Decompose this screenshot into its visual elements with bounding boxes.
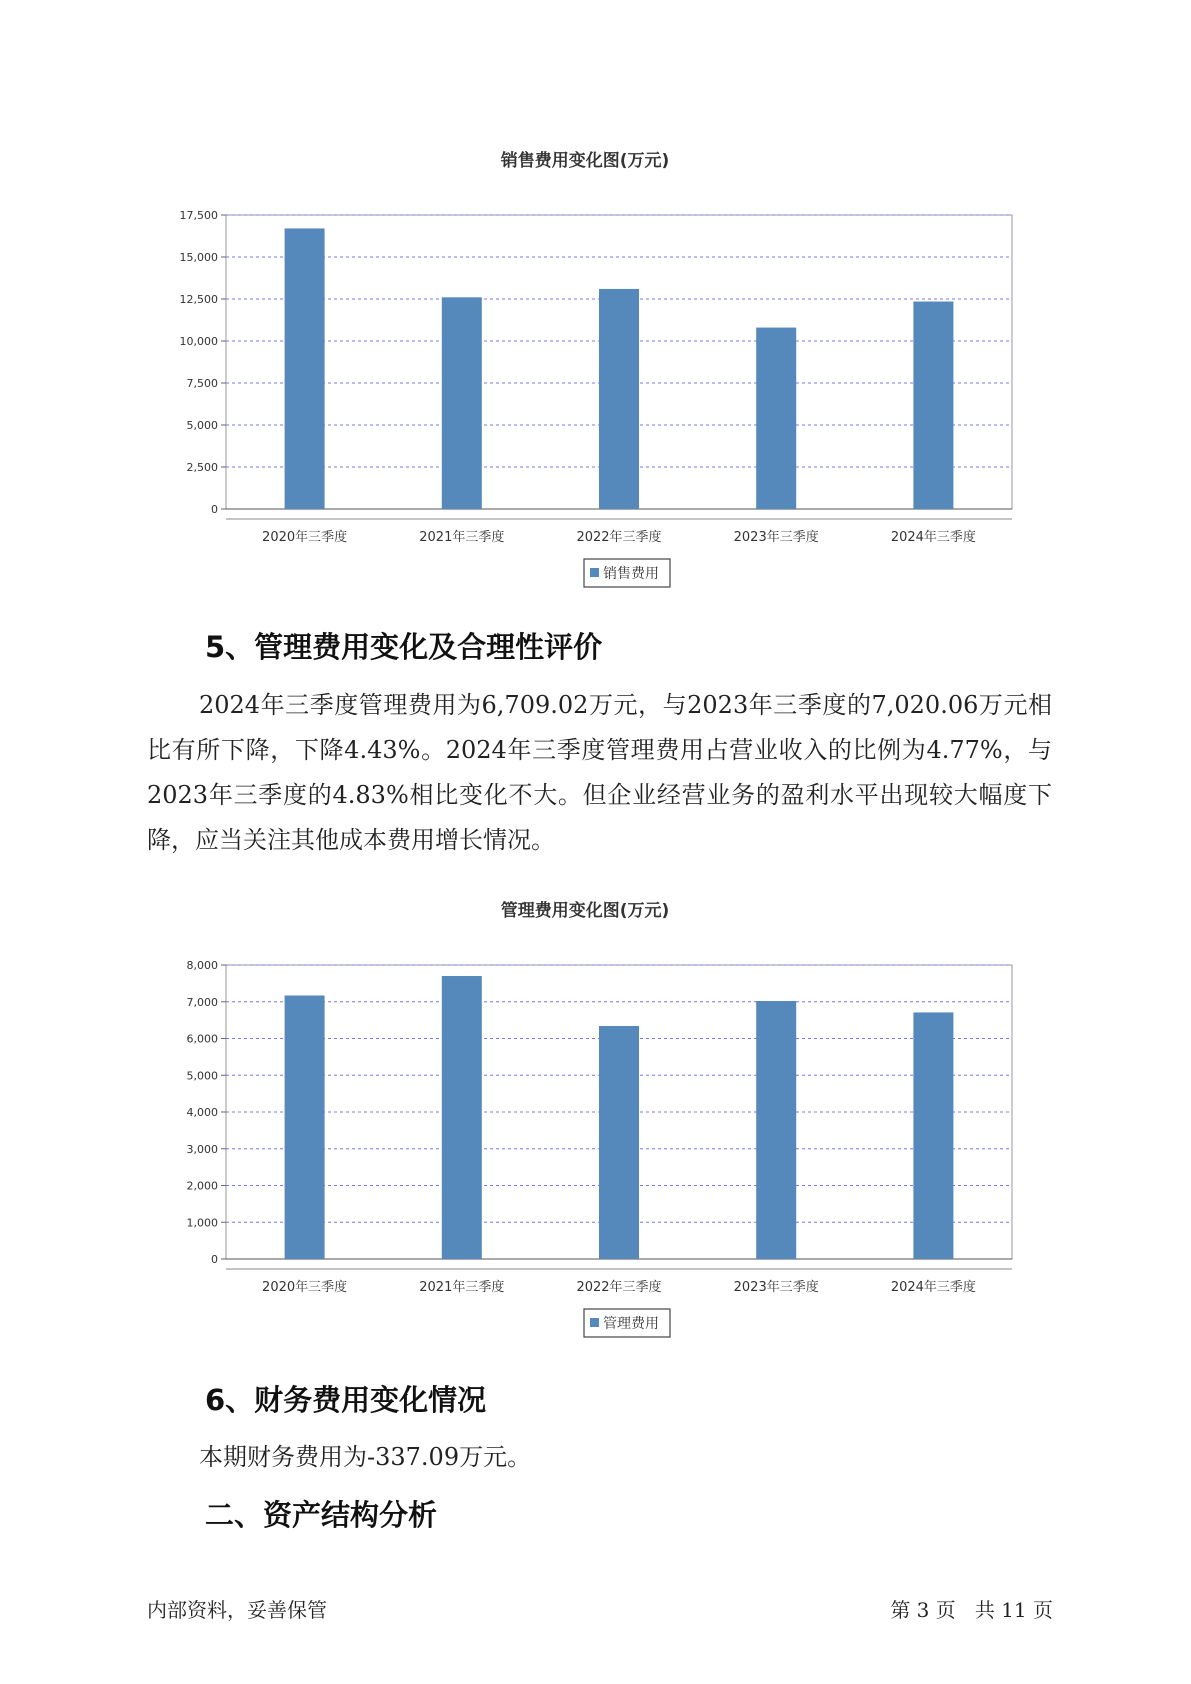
x-tick-label: 2024年三季度	[890, 1280, 976, 1295]
bar	[285, 996, 325, 1259]
section-6-paragraph	[147, 1435, 1052, 1480]
x-tick-label: 2023年三季度	[733, 530, 819, 545]
legend-label: 管理费用	[603, 1316, 659, 1332]
section-heading-two: 二、资产结构分析	[205, 1498, 438, 1532]
x-tick-label: 2022年三季度	[576, 530, 662, 545]
section-5-text: 2024年三季度管理费用为6,709.02万元，与2023年三季度的7,020.06万元相比有所下降，下降4.43%。2024年三季度管理费用占营业收入的比例为4.77%，与2023年三季度的4.83%相比变化不大。但企业经营业务的盈利水平出现较大幅度下降，应当关注其他成本费用增长情况。	[147, 691, 1052, 854]
legend-label: 销售费用	[603, 566, 659, 582]
sales-expense-chart-plot	[150, 179, 1020, 609]
section-heading-6: 6、财务费用变化情况	[205, 1383, 487, 1417]
bar	[913, 1012, 953, 1259]
chart-title: 管理费用变化图(万元)	[500, 901, 670, 921]
y-tick-label: 5,000	[186, 419, 218, 432]
x-tick-label: 2023年三季度	[733, 1280, 819, 1295]
bar	[756, 328, 796, 509]
legend-swatch	[590, 1318, 599, 1327]
sales-expense-chart	[150, 146, 1020, 609]
bar	[442, 297, 482, 509]
y-tick-label: 1,000	[186, 1216, 218, 1230]
x-tick-label: 2022年三季度	[576, 1280, 662, 1295]
y-tick-label: 4,000	[186, 1106, 218, 1119]
x-tick-label: 2021年三季度	[419, 530, 505, 545]
y-tick-label: 0	[211, 1253, 218, 1266]
y-tick-label: 15,000	[179, 251, 218, 264]
y-tick-label: 3,000	[186, 1142, 218, 1156]
section-5-paragraph	[147, 683, 1052, 863]
chart-title: 销售费用变化图(万元)	[500, 151, 670, 171]
y-tick-label: 7,000	[186, 995, 218, 1009]
y-tick-label: 0	[211, 503, 218, 516]
legend-swatch	[590, 568, 599, 577]
x-tick-label: 2020年三季度	[262, 1280, 348, 1295]
y-tick-label: 12,500	[179, 293, 218, 306]
admin-expense-chart-plot	[150, 929, 1020, 1359]
x-tick-label: 2024年三季度	[890, 530, 976, 545]
bar	[285, 228, 325, 509]
x-tick-label: 2021年三季度	[419, 1280, 505, 1295]
y-tick-label: 6,000	[186, 1032, 218, 1046]
page-number: 第 3 页 共 11 页	[890, 1598, 1053, 1622]
y-tick-label: 8,000	[186, 959, 218, 972]
bar	[599, 1026, 639, 1259]
section-6-text: 本期财务费用为-337.09万元。	[199, 1443, 532, 1471]
admin-expense-chart	[150, 896, 1020, 1359]
y-tick-label: 7,500	[186, 377, 218, 390]
y-tick-label: 2,500	[186, 461, 218, 474]
section-heading-5: 5、管理费用变化及合理性评价	[205, 630, 603, 664]
y-tick-label: 17,500	[179, 209, 218, 222]
bar	[913, 302, 953, 509]
y-tick-label: 10,000	[179, 335, 218, 348]
footer-note: 内部资料，妥善保管	[147, 1598, 327, 1622]
y-tick-label: 5,000	[186, 1069, 218, 1083]
bar	[756, 1001, 796, 1259]
x-tick-label: 2020年三季度	[262, 530, 348, 545]
bar	[442, 976, 482, 1259]
bar	[599, 289, 639, 509]
y-tick-label: 2,000	[186, 1179, 218, 1193]
